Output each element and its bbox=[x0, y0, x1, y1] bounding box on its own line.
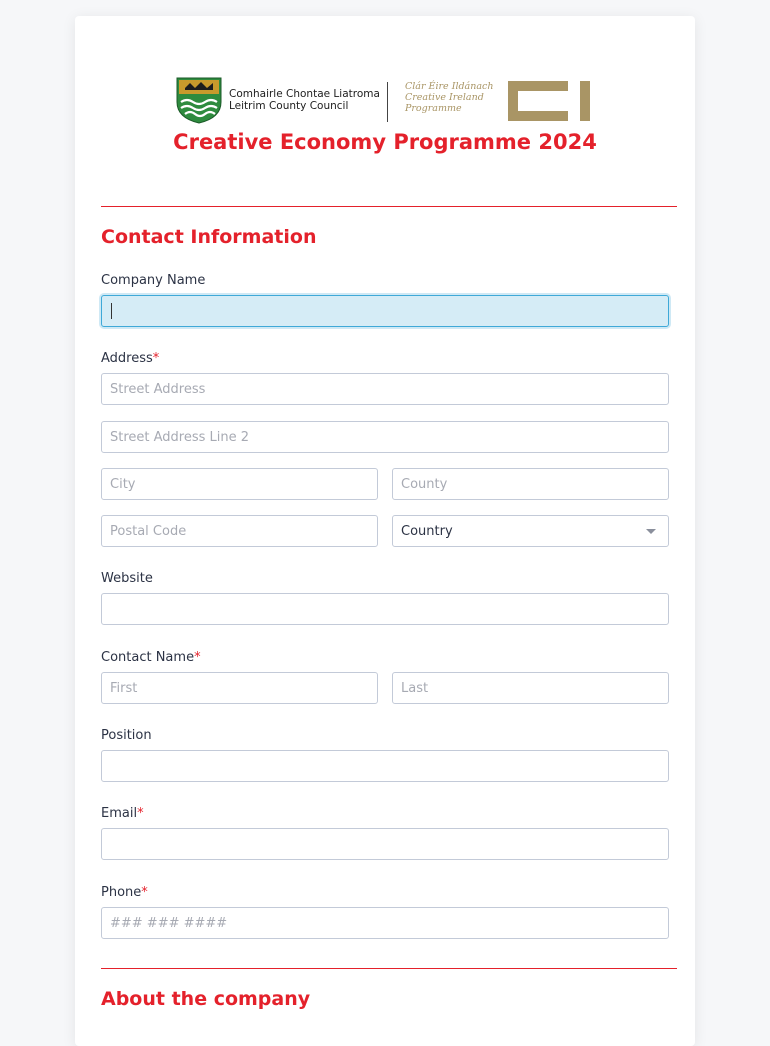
ci-english-name: Creative Ireland bbox=[405, 92, 484, 103]
position-label: Position bbox=[101, 728, 152, 743]
county-input[interactable] bbox=[392, 468, 669, 500]
street-address-input[interactable] bbox=[101, 373, 669, 405]
phone-label-text: Phone bbox=[101, 885, 142, 900]
section-divider bbox=[101, 968, 677, 969]
section-title-contact: Contact Information bbox=[101, 226, 317, 248]
address-label bbox=[101, 351, 159, 366]
website-input[interactable] bbox=[101, 593, 669, 625]
ci-irish-name: Clár Éire Ildánach bbox=[405, 81, 494, 92]
required-asterisk: * bbox=[137, 806, 144, 821]
leitrim-county-council-crest-icon bbox=[175, 76, 223, 124]
required-asterisk: * bbox=[194, 650, 201, 665]
city-input[interactable] bbox=[101, 468, 378, 500]
form-card bbox=[75, 16, 695, 1046]
email-label-text: Email bbox=[101, 806, 138, 821]
phone-input[interactable] bbox=[101, 907, 669, 939]
ci-programme-word: Programme bbox=[405, 103, 462, 114]
country-select[interactable] bbox=[392, 515, 669, 547]
text-cursor bbox=[111, 303, 112, 319]
required-asterisk: * bbox=[152, 351, 160, 366]
logo-divider bbox=[387, 82, 388, 122]
last-name-input[interactable] bbox=[392, 672, 669, 704]
company-name-label: Company Name bbox=[101, 273, 206, 288]
email-input[interactable] bbox=[101, 828, 669, 860]
creative-ireland-wordmark bbox=[405, 81, 493, 114]
form-title: Creative Economy Programme 2024 bbox=[173, 130, 597, 154]
lcc-english-name: Leitrim County Council bbox=[229, 100, 349, 112]
postal-code-input[interactable] bbox=[101, 515, 378, 547]
street-address-line2-input[interactable] bbox=[101, 421, 669, 453]
leitrim-county-council-wordmark bbox=[229, 88, 380, 112]
creative-ireland-logo-icon bbox=[508, 81, 590, 121]
email-label bbox=[101, 806, 144, 821]
section-divider bbox=[101, 206, 677, 207]
section-title-about: About the company bbox=[101, 988, 311, 1010]
country-select-value: Country bbox=[401, 524, 453, 539]
contact-name-label-text: Contact Name bbox=[101, 650, 195, 665]
first-name-input[interactable] bbox=[101, 672, 378, 704]
header-logos bbox=[175, 76, 595, 126]
contact-name-label bbox=[101, 650, 201, 665]
phone-label bbox=[101, 885, 148, 900]
position-input[interactable] bbox=[101, 750, 669, 782]
chevron-down-icon bbox=[646, 529, 656, 534]
required-asterisk: * bbox=[141, 885, 148, 900]
company-name-input[interactable] bbox=[101, 295, 669, 327]
lcc-irish-name: Comhairle Chontae Liatroma bbox=[229, 88, 380, 100]
website-label: Website bbox=[101, 571, 153, 586]
address-label-text: Address bbox=[101, 351, 153, 366]
